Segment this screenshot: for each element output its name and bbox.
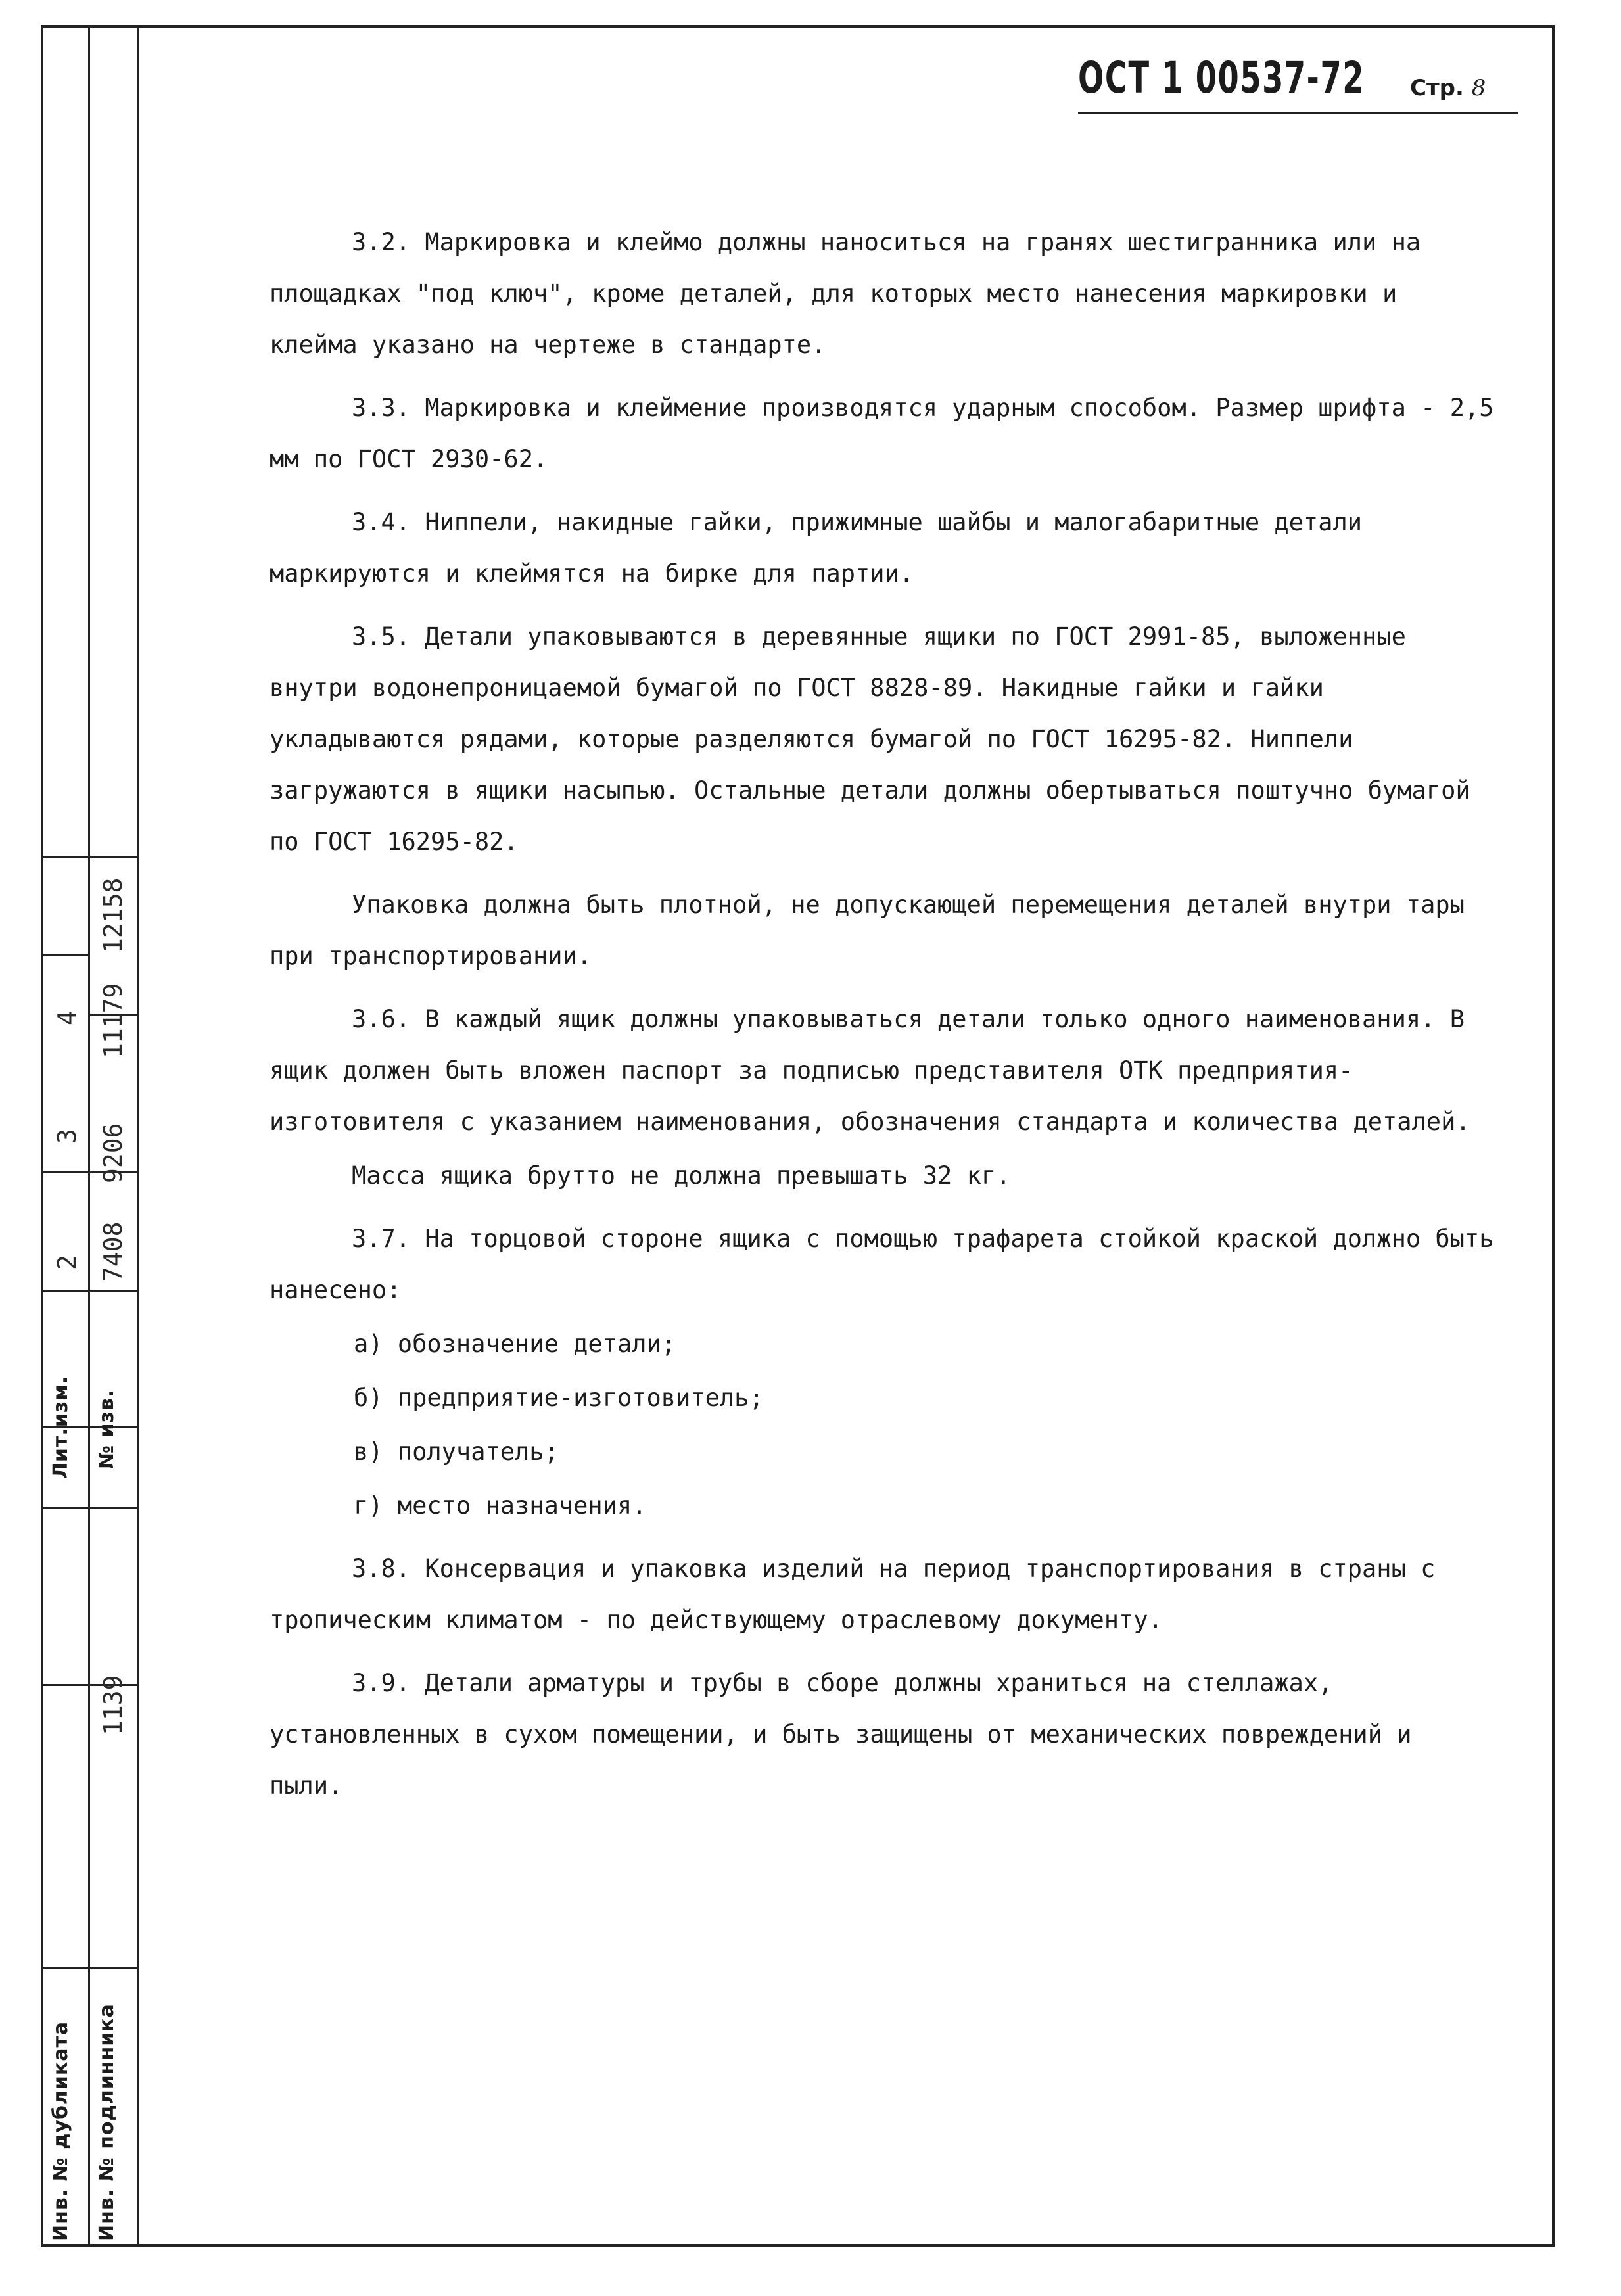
- section-3-6: 3.6. В каждый ящик должны упаковываться детали только одного наименования. В ящик должен быть вложен паспорт за подписью представителя ОТК предприятия-изготовителя с указанием наименования, обозначения стандарта и количества деталей.: [270, 1005, 1470, 1136]
- section-3-6-mass: Масса ящика брутто не должна превышать 32 кг.: [352, 1161, 1011, 1190]
- document-body: [270, 217, 1499, 1812]
- izv-11179: 11179: [99, 983, 128, 1058]
- section-3-9: 3.9. Детали арматуры и трубы в сборе должны храниться на стеллажах, установленных в сухом помещении, и быть защищены от механических повреждений и пыли.: [270, 1669, 1412, 1800]
- section-3-5: 3.5. Детали упаковываются в деревянные ящики по ГОСТ 2991-85, выложенные внутри водонепроницаемой бумагой по ГОСТ 8828-89. Накидные гайки и гайки укладываются рядами, которые разделяются бумагой по ГОСТ 16295-82. Ниппели загружаются в ящики насыпью. Остальные детали должны обертываться поштучно бумагой по ГОСТ 16295-82.: [270, 622, 1470, 856]
- page-number: 8: [1471, 75, 1486, 101]
- section-3-3: 3.3. Маркировка и клеймение производятся ударным способом. Размер шрифта - 2,5 мм по ГОСТ 2930-62.: [270, 394, 1494, 473]
- no-izv-label: № изв.: [95, 1389, 118, 1469]
- stamp-row-line: [43, 1290, 137, 1292]
- standard-code: ОСТ 1 00537-72: [1078, 53, 1365, 103]
- stamp-row-line: [43, 856, 137, 858]
- inv-dublikata-label: Инв. № дубликата: [49, 2021, 72, 2241]
- document-header: [1078, 53, 1486, 103]
- inv-podlinnika-label: Инв. № подлинника: [95, 2003, 118, 2241]
- header-rule: [1078, 112, 1518, 114]
- stamp-row-line: [43, 954, 88, 956]
- list-item: в) получатель;: [354, 1438, 559, 1466]
- stamp-row-line: [43, 1967, 137, 1969]
- lit-izm-label: Лит.изм.: [49, 1375, 72, 1479]
- izv-12158: 12158: [99, 878, 128, 953]
- section-3-2: 3.2. Маркировка и клеймо должны наноситься на гранях шестигранника или на площадках "под ключ", кроме деталей, для которых место нанесения маркировки и клейма указано на чертеже в стандарте.: [270, 228, 1421, 359]
- stamp-divider: [88, 28, 90, 2244]
- list-item: а) обозначение детали;: [354, 1330, 676, 1358]
- section-3-5-packing: Упаковка должна быть плотной, не допускающей перемещения деталей внутри тары при транспортировании.: [270, 891, 1465, 970]
- list-item: г) место назначения.: [354, 1491, 647, 1520]
- page-indicator: [1410, 75, 1486, 101]
- section-3-4: 3.4. Ниппели, накидные гайки, прижимные шайбы и малогабаритные детали маркируются и клеймятся на бирке для партии.: [270, 508, 1363, 588]
- inv-podlinnika-value: 1139: [99, 1675, 128, 1735]
- izv-7408: 7408: [99, 1221, 128, 1282]
- col-3: 3: [53, 1129, 82, 1144]
- izv-9206: 9206: [99, 1123, 128, 1183]
- col-2: 2: [53, 1255, 82, 1270]
- col-4: 4: [53, 1010, 82, 1025]
- stamp-row-line: [43, 1507, 137, 1509]
- section-3-7: 3.7. На торцовой стороне ящика с помощью трафарета стойкой краской должно быть нанесено:: [270, 1225, 1494, 1304]
- page-label: Стр.: [1410, 75, 1464, 101]
- list-item: б) предприятие-изготовитель;: [354, 1384, 764, 1412]
- section-3-8: 3.8. Консервация и упаковка изделий на период транспортирования в страны с тропическим климатом - по действующему отраслевому документу.: [270, 1555, 1436, 1634]
- section-3-7-list: [270, 1319, 1499, 1532]
